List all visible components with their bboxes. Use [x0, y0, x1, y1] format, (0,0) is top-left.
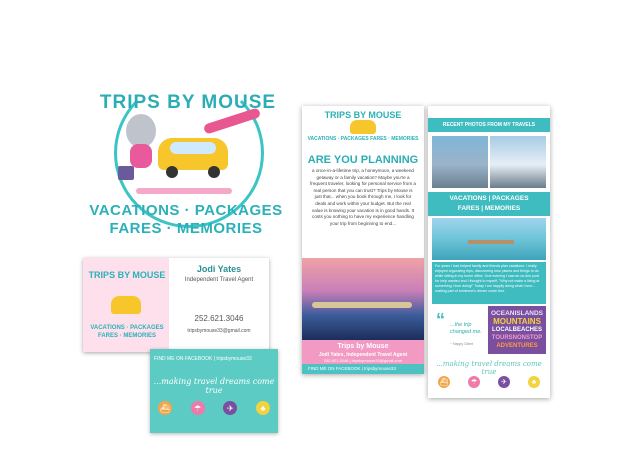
card-contact-panel — [169, 258, 269, 352]
flyer-icon-row — [438, 376, 540, 388]
recent-photos-bar: RECENT PHOTOS FROM MY TRAVELS — [428, 118, 550, 132]
word-5: ADVENTURES — [496, 343, 538, 349]
pink-swoosh — [136, 188, 232, 194]
plane-icon: ✈ — [498, 376, 510, 388]
agent-title: Independent Travel Agent — [184, 277, 254, 283]
mouse-dress-icon — [130, 144, 152, 168]
facebook-line: FIND ME ON FACEBOOK | tripsbymouse33 — [154, 356, 252, 362]
flyer-headline: ARE YOU PLANNING — [307, 154, 419, 166]
flyer-footer-pink — [302, 340, 424, 364]
suitcase-icon — [118, 166, 134, 180]
beach-icon: ☂ — [468, 376, 480, 388]
services-bar — [428, 192, 550, 216]
footer-contact: 252.621.3046 | tripsbymouse33@gmail.com — [323, 358, 403, 363]
wheel-icon — [208, 166, 220, 178]
card-tagline: ...making travel dreams come true — [153, 377, 275, 395]
business-card-front — [83, 258, 269, 352]
quote-mark-icon: “ — [436, 310, 445, 330]
palm-icon: ♣ — [256, 401, 270, 415]
agent-name: Jodi Yates — [196, 264, 242, 274]
ship-icon: ⛴ — [438, 376, 450, 388]
palm-icon: ♣ — [528, 376, 540, 388]
testimonial-text: ...the trip changed me. — [450, 322, 482, 335]
taxi-window-icon — [170, 142, 216, 154]
dock-shape — [468, 240, 514, 244]
testimonial-signature: ~ Happy Client — [450, 342, 474, 346]
lighthouse-photo — [432, 136, 488, 188]
taxi-icon — [350, 120, 376, 134]
flyer-back — [428, 106, 550, 398]
agent-email: tripsbymouse33@gmail.com — [187, 328, 251, 334]
wheel-icon — [166, 166, 178, 178]
logo-tagline-1: VACATIONS · PACKAGES — [89, 202, 283, 219]
glacier-photo — [490, 136, 546, 188]
logo-title: TRIPS BY MOUSE — [99, 92, 277, 113]
word-4: TOURSNONSTOP — [491, 335, 543, 341]
agent-phone: 252.621.3046 — [194, 314, 244, 323]
word-2: MOUNTAINS — [493, 317, 541, 326]
services-line-2: FARES | MEMORIES — [457, 205, 521, 212]
flyer-facebook-bar: FIND ME ON FACEBOOK | tripsbymouse33 — [302, 364, 424, 374]
logo-tagline-2: FARES · MEMORIES — [109, 220, 263, 237]
ship-icon: ⛴ — [158, 401, 172, 415]
card-logo-lines: VACATIONS · PACKAGES FARES · MEMORIES — [90, 325, 164, 339]
testimonial-box — [432, 306, 486, 354]
agent-story: For years I had helped family and friends plan vacations. I really enjoyed organizing trips, discovering new places and things to do while sitting in my home office. One evening I saw an on-line post for help wanted and I thought to myself, "Why not make a living at something I love doing!" Today I am happily doing what I love... making part of someone's dream come true. — [432, 262, 546, 304]
taxi-icon — [111, 296, 141, 314]
footer-title: Trips by Mouse — [337, 343, 389, 350]
footer-subtitle: Jodi Yates, Independent Travel Agent — [318, 352, 408, 358]
flyer-body: a once-in-a-lifetime trip, a honeymoon, a weekend getaway or a family vacation? Maybe you're a frequent traveler, looking for personal service from a real person that you can trust? Trips by Mouse is just that... when you book through me, I look for deals and work within your budget. But the real value is knowing your vacation is in good hands. It costs you nothing to have my experience handling your trip from beginning to end... — [310, 168, 416, 226]
beach-icon: ☂ — [191, 401, 205, 415]
services-line-1: VACATIONS | PACKAGES — [449, 195, 529, 202]
word-3: LOCALBEACHES — [491, 327, 542, 333]
paris-bridge-photo — [302, 258, 424, 340]
flyer-front — [302, 106, 424, 374]
flyer-logo-title: TRIPS BY MOUSE — [324, 110, 402, 120]
dock-photo — [432, 218, 546, 260]
flyer-logo-sub: VACATIONS · PACKAGES FARES · MEMORIES — [307, 136, 419, 142]
card-logo-title: TRIPS BY MOUSE — [88, 270, 166, 280]
plane-icon: ✈ — [223, 401, 237, 415]
bridge-shape — [312, 302, 412, 308]
business-card-back — [150, 349, 278, 433]
card-logo-panel — [83, 258, 169, 352]
destination-words — [488, 306, 546, 354]
flyer-tagline: ...making travel dreams come true — [436, 360, 542, 376]
word-1: OCEANISLANDS — [490, 310, 543, 317]
mouse-mascot-icon — [126, 114, 156, 148]
main-logo — [88, 78, 283, 248]
card-icon-row — [158, 401, 270, 415]
